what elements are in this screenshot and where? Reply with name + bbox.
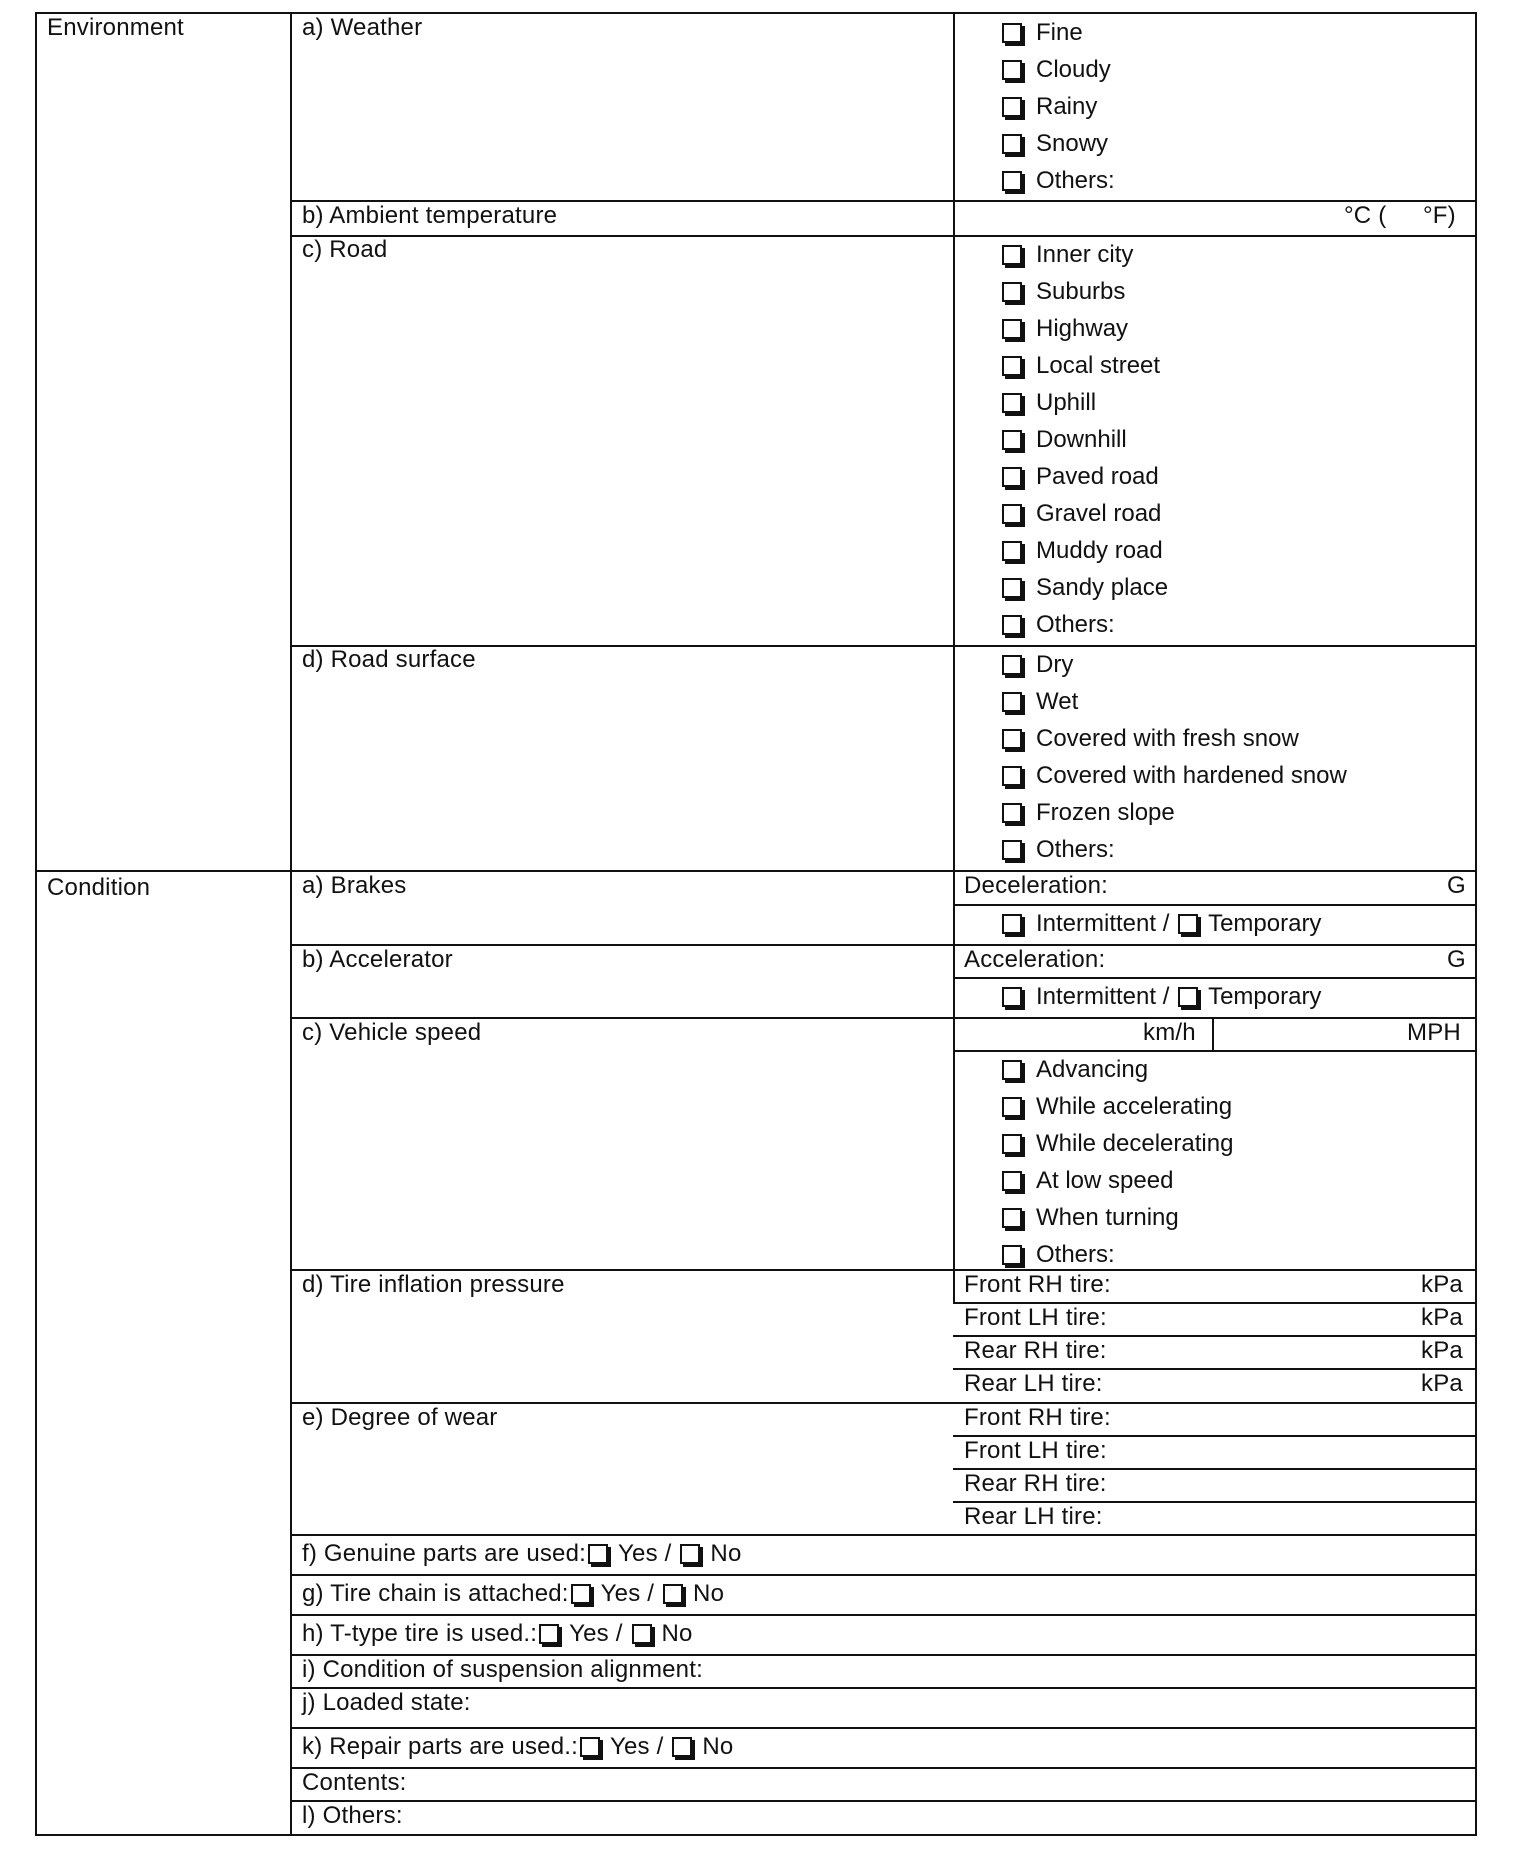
row-divider xyxy=(290,1534,1475,1536)
road-surface-option[interactable]: Frozen slope xyxy=(1002,799,1175,827)
vehicle-speed-option[interactable]: At low speed xyxy=(1002,1167,1173,1195)
checkbox-icon[interactable] xyxy=(1002,1171,1022,1191)
vehicle-speed-option[interactable]: While decelerating xyxy=(1002,1130,1233,1158)
checkbox-icon[interactable] xyxy=(1002,1134,1022,1154)
weather-option[interactable]: Fine xyxy=(1002,19,1083,47)
checkbox-icon[interactable] xyxy=(680,1544,700,1564)
t-type-tire-row: h) T-type tire is used.: Yes / No xyxy=(302,1620,693,1647)
checkbox-icon[interactable] xyxy=(1002,615,1022,635)
checkbox-icon[interactable] xyxy=(1002,23,1022,43)
road-option[interactable]: Others: xyxy=(1002,611,1115,639)
pressure-unit: kPa xyxy=(1421,1304,1463,1331)
checkbox-icon[interactable] xyxy=(1002,171,1022,191)
vehicle-speed-label: c) Vehicle speed xyxy=(302,1019,482,1046)
weather-option[interactable]: Rainy xyxy=(1002,93,1097,121)
weather-option[interactable]: Others: xyxy=(1002,167,1115,195)
tire-wear-row: Rear LH tire: xyxy=(964,1503,1103,1530)
vehicle-speed-option[interactable]: Others: xyxy=(1002,1241,1115,1269)
checkbox-icon[interactable] xyxy=(1002,356,1022,376)
row-divider xyxy=(953,904,1475,906)
checkbox-icon[interactable] xyxy=(1002,504,1022,524)
checkbox-icon[interactable] xyxy=(588,1544,608,1564)
tire-pressure-row: Rear RH tire: xyxy=(964,1337,1107,1364)
road-surface-option[interactable]: Wet xyxy=(1002,688,1078,716)
speed-unit-divider xyxy=(1212,1018,1214,1050)
checkbox-icon[interactable] xyxy=(1002,282,1022,302)
checkbox-icon[interactable] xyxy=(1002,914,1022,934)
row-divider xyxy=(953,1050,1475,1052)
others-label: l) Others: xyxy=(302,1802,403,1829)
brakes-frequency: Intermittent / Temporary xyxy=(1002,910,1321,938)
checkbox-icon[interactable] xyxy=(1178,914,1198,934)
checkbox-icon[interactable] xyxy=(539,1624,559,1644)
suspension-alignment-label: i) Condition of suspension alignment: xyxy=(302,1656,703,1683)
checkbox-icon[interactable] xyxy=(1002,541,1022,561)
road-option[interactable]: Gravel road xyxy=(1002,500,1161,528)
checkbox-icon[interactable] xyxy=(1002,467,1022,487)
vehicle-speed-option[interactable]: Advancing xyxy=(1002,1056,1148,1084)
diagnostic-worksheet-table xyxy=(35,12,1477,1836)
checkbox-icon[interactable] xyxy=(1002,655,1022,675)
weather-label: a) Weather xyxy=(302,14,423,41)
checkbox-icon[interactable] xyxy=(580,1737,600,1757)
row-divider xyxy=(290,1614,1475,1616)
brakes-label: a) Brakes xyxy=(302,872,407,899)
checkbox-icon[interactable] xyxy=(1002,134,1022,154)
checkbox-icon[interactable] xyxy=(1002,1060,1022,1080)
tire-wear-row: Front LH tire: xyxy=(964,1437,1107,1464)
genuine-parts-row: f) Genuine parts are used: Yes / No xyxy=(302,1540,742,1567)
weather-option[interactable]: Cloudy xyxy=(1002,56,1111,84)
column-divider-1 xyxy=(290,14,292,1834)
row-divider xyxy=(953,977,1475,979)
tire-wear-row: Front RH tire: xyxy=(964,1404,1111,1431)
checkbox-icon[interactable] xyxy=(1002,1097,1022,1117)
deceleration-unit: G xyxy=(1447,872,1466,899)
vehicle-speed-option[interactable]: While accelerating xyxy=(1002,1093,1232,1121)
row-divider xyxy=(290,1767,1475,1769)
pressure-unit: kPa xyxy=(1421,1370,1463,1397)
row-divider xyxy=(290,1800,1475,1802)
tire-pressure-label: d) Tire inflation pressure xyxy=(302,1271,565,1298)
row-divider xyxy=(290,944,1475,946)
checkbox-icon[interactable] xyxy=(1002,987,1022,1007)
repair-parts-row: k) Repair parts are used.: Yes / No xyxy=(302,1733,734,1760)
checkbox-icon[interactable] xyxy=(571,1584,591,1604)
unit-kmh: km/h xyxy=(1143,1019,1196,1046)
checkbox-icon[interactable] xyxy=(1002,430,1022,450)
accelerator-label: b) Accelerator xyxy=(302,946,453,973)
checkbox-icon[interactable] xyxy=(1002,319,1022,339)
column-divider-2 xyxy=(953,14,955,1302)
road-option[interactable]: Sandy place xyxy=(1002,574,1168,602)
road-option[interactable]: Muddy road xyxy=(1002,537,1163,565)
contents-label: Contents: xyxy=(302,1769,407,1796)
road-option[interactable]: Highway xyxy=(1002,315,1128,343)
road-option[interactable]: Paved road xyxy=(1002,463,1159,491)
unit-mph: MPH xyxy=(1407,1019,1461,1046)
unit-fahrenheit: °F) xyxy=(1423,202,1456,229)
accelerator-frequency: Intermittent / Temporary xyxy=(1002,983,1321,1011)
checkbox-icon[interactable] xyxy=(1002,803,1022,823)
road-surface-option[interactable]: Dry xyxy=(1002,651,1073,679)
checkbox-icon[interactable] xyxy=(1002,766,1022,786)
acceleration-label: Acceleration: xyxy=(964,946,1106,973)
weather-option[interactable]: Snowy xyxy=(1002,130,1108,158)
road-option[interactable]: Downhill xyxy=(1002,426,1127,454)
tire-pressure-row: Front LH tire: xyxy=(964,1304,1107,1331)
row-divider xyxy=(290,235,1475,237)
checkbox-icon[interactable] xyxy=(1002,578,1022,598)
road-option[interactable]: Inner city xyxy=(1002,241,1133,269)
road-option[interactable]: Suburbs xyxy=(1002,278,1125,306)
row-divider xyxy=(290,1727,1475,1729)
checkbox-icon[interactable] xyxy=(1002,729,1022,749)
checkbox-icon[interactable] xyxy=(1002,1208,1022,1228)
road-option[interactable]: Local street xyxy=(1002,352,1160,380)
vehicle-speed-option[interactable]: When turning xyxy=(1002,1204,1179,1232)
acceleration-unit: G xyxy=(1447,946,1466,973)
road-surface-option[interactable]: Covered with hardened snow xyxy=(1002,762,1347,790)
section-divider xyxy=(37,870,1475,872)
checkbox-icon[interactable] xyxy=(1002,393,1022,413)
tire-pressure-row: Rear LH tire: xyxy=(964,1370,1103,1397)
checkbox-icon[interactable] xyxy=(1002,692,1022,712)
road-surface-option[interactable]: Others: xyxy=(1002,836,1115,864)
checkbox-icon[interactable] xyxy=(632,1624,652,1644)
tire-pressure-row: Front RH tire: xyxy=(964,1271,1111,1298)
deceleration-label: Deceleration: xyxy=(964,872,1109,899)
ambient-temperature-label: b) Ambient temperature xyxy=(302,202,558,229)
tire-wear-row: Rear RH tire: xyxy=(964,1470,1107,1497)
checkbox-icon[interactable] xyxy=(1002,97,1022,117)
pressure-unit: kPa xyxy=(1421,1271,1463,1298)
checkbox-icon[interactable] xyxy=(1002,60,1022,80)
checkbox-icon[interactable] xyxy=(1002,840,1022,860)
unit-celsius: °C ( xyxy=(1344,202,1387,229)
degree-of-wear-label: e) Degree of wear xyxy=(302,1404,498,1431)
row-divider xyxy=(290,1574,1475,1576)
section-condition: Condition xyxy=(47,874,151,901)
road-option[interactable]: Uphill xyxy=(1002,389,1096,417)
road-surface-label: d) Road surface xyxy=(302,646,476,673)
road-label: c) Road xyxy=(302,236,388,263)
checkbox-icon[interactable] xyxy=(672,1737,692,1757)
tire-chain-row: g) Tire chain is attached: Yes / No xyxy=(302,1580,725,1607)
road-surface-option[interactable]: Covered with fresh snow xyxy=(1002,725,1299,753)
checkbox-icon[interactable] xyxy=(1002,245,1022,265)
pressure-unit: kPa xyxy=(1421,1337,1463,1364)
checkbox-icon[interactable] xyxy=(1178,987,1198,1007)
checkbox-icon[interactable] xyxy=(1002,1245,1022,1265)
section-environment: Environment xyxy=(47,14,184,41)
checkbox-icon[interactable] xyxy=(663,1584,683,1604)
loaded-state-label: j) Loaded state: xyxy=(302,1689,471,1716)
